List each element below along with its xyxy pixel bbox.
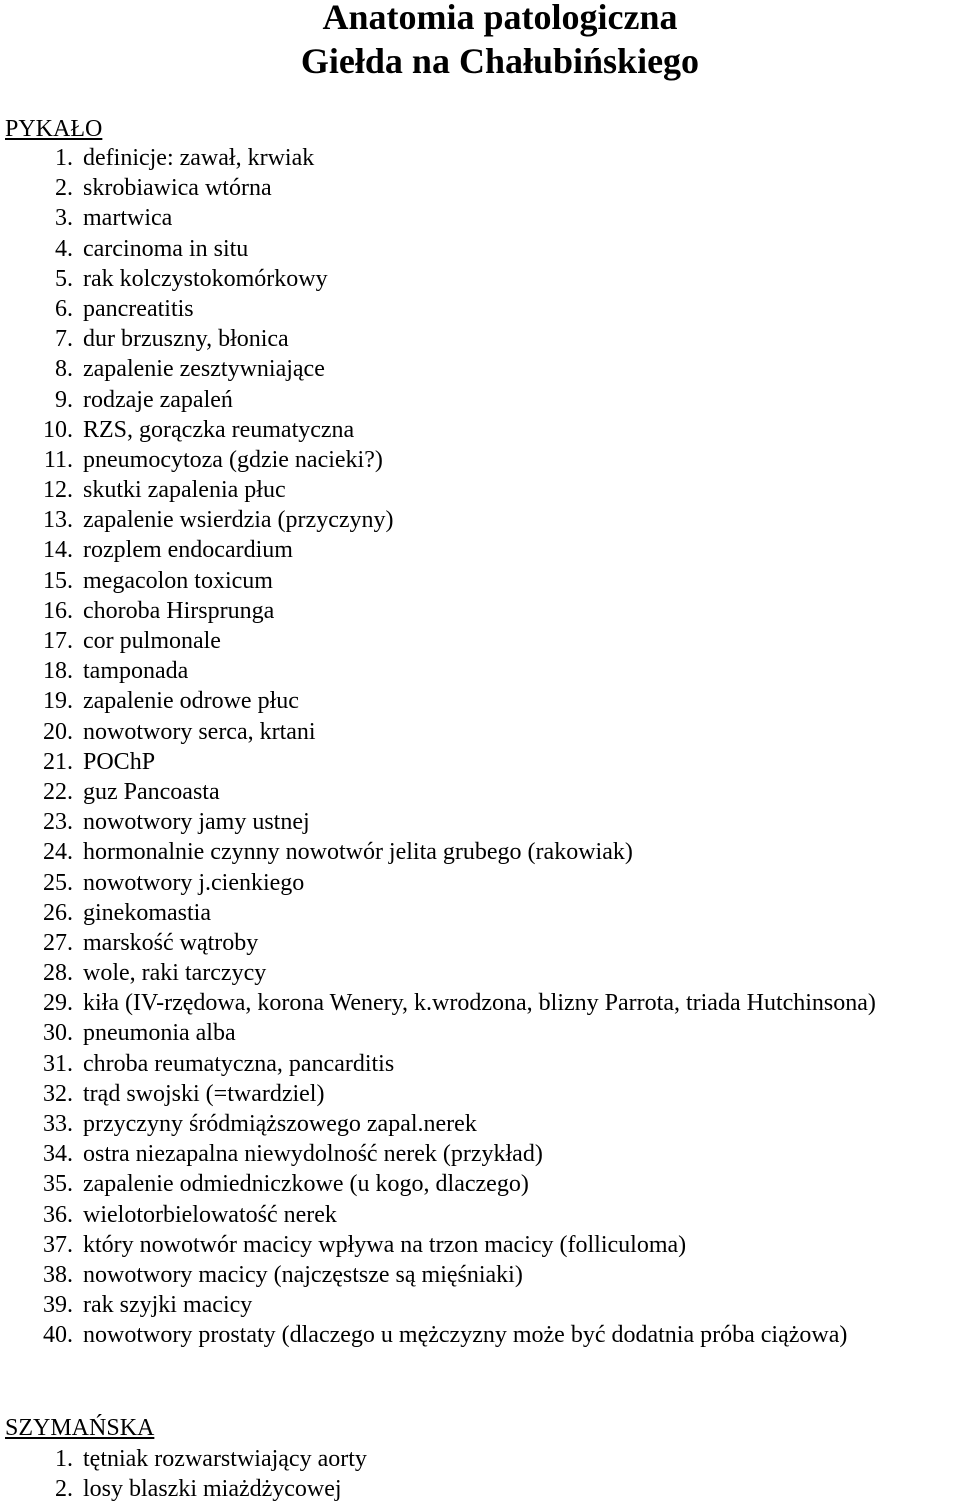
- item-text: rodzaje zapaleń: [83, 386, 233, 413]
- item-text: zapalenie zesztywniające: [83, 356, 325, 383]
- item-text: wole, raki tarczycy: [83, 960, 267, 987]
- item-number: 24.: [43, 839, 73, 866]
- item-number: 27.: [43, 929, 73, 956]
- list-item: [0, 1169, 960, 1199]
- list-item: [0, 777, 960, 807]
- list-item: [0, 1200, 960, 1230]
- item-number: 2.: [55, 175, 73, 202]
- question-list-szymanska: [0, 1444, 960, 1504]
- item-text: ginekomastia: [83, 899, 211, 926]
- list-item: [0, 1109, 960, 1139]
- list-item: [0, 535, 960, 565]
- item-number: 14.: [43, 537, 73, 564]
- item-text: który nowotwór macicy wpływa na trzon macicy (folliculoma): [83, 1231, 687, 1258]
- item-number: 13.: [43, 507, 73, 534]
- item-number: 20.: [43, 718, 73, 745]
- item-number: 7.: [55, 326, 73, 353]
- item-text: nowotwory jamy ustnej: [83, 809, 310, 836]
- item-number: 40.: [43, 1322, 73, 1349]
- item-number: 19.: [43, 688, 73, 715]
- list-item: [0, 566, 960, 596]
- item-number: 32.: [43, 1080, 73, 1107]
- item-number: 35.: [43, 1171, 73, 1198]
- list-item: [0, 1260, 960, 1290]
- list-item: [0, 505, 960, 535]
- list-item: [0, 324, 960, 354]
- item-number: 8.: [55, 356, 73, 383]
- item-text: nowotwory serca, krtani: [83, 718, 316, 745]
- item-text: dur brzuszny, błonica: [83, 326, 289, 353]
- list-item: [0, 1444, 960, 1474]
- item-text: wielotorbielowatość nerek: [83, 1201, 337, 1228]
- item-number: 15.: [43, 567, 73, 594]
- item-number: 1.: [55, 145, 73, 171]
- item-text: zapalenie odrowe płuc: [83, 688, 299, 715]
- item-text: nowotwory macicy (najczęstsze są mięśniaki): [83, 1261, 523, 1288]
- list-item: [0, 1139, 960, 1169]
- list-item: [0, 1079, 960, 1109]
- list-item: [0, 686, 960, 716]
- item-text: skrobiawica wtórna: [83, 175, 272, 202]
- item-number: 1.: [55, 1446, 73, 1472]
- list-item: [0, 234, 960, 264]
- item-number: 25.: [43, 869, 73, 896]
- item-number: 9.: [55, 386, 73, 413]
- list-item: [0, 1230, 960, 1260]
- item-text: nowotwory j.cienkiego: [83, 869, 305, 896]
- item-text: przyczyny śródmiąższowego zapal.nerek: [83, 1111, 477, 1137]
- list-item: [0, 868, 960, 898]
- item-number: 5.: [55, 265, 73, 292]
- item-text: tętniak rozwarstwiający aorty: [83, 1446, 367, 1472]
- list-item: [0, 173, 960, 203]
- list-item: [0, 354, 960, 384]
- document-title: Anatomia patologiczna: [322, 0, 678, 37]
- list-item: [0, 717, 960, 747]
- list-item: [0, 294, 960, 324]
- item-number: 16.: [43, 597, 73, 624]
- item-number: 10.: [43, 416, 73, 443]
- document-subtitle: Giełda na Chałubińskiego: [300, 41, 700, 81]
- item-number: 34.: [43, 1141, 73, 1168]
- item-text: tamponada: [83, 658, 189, 685]
- item-text: ostra niezapalna niewydolność nerek (przykład): [83, 1141, 543, 1168]
- item-text: definicje: zawał, krwiak: [83, 145, 315, 171]
- list-item: [0, 958, 960, 988]
- list-item: [0, 203, 960, 233]
- list-item: [0, 415, 960, 445]
- item-text: marskość wątroby: [83, 929, 259, 956]
- list-item: [0, 264, 960, 294]
- item-number: 39.: [43, 1292, 73, 1319]
- item-number: 33.: [43, 1111, 73, 1137]
- list-item: [0, 807, 960, 837]
- item-text: trąd swojski (=twardziel): [83, 1080, 325, 1107]
- item-number: 22.: [43, 778, 73, 805]
- list-item: [0, 596, 960, 626]
- item-number: 3.: [55, 205, 73, 232]
- item-text: pneumocytoza (gdzie nacieki?): [83, 446, 383, 473]
- list-item: [0, 1018, 960, 1048]
- list-item: [0, 1320, 960, 1350]
- list-item: [0, 928, 960, 958]
- item-number: 2.: [55, 1476, 73, 1503]
- list-item: [0, 143, 960, 173]
- list-item: [0, 747, 960, 777]
- list-item: [0, 988, 960, 1018]
- item-text: zapalenie odmiedniczkowe (u kogo, dlaczego): [83, 1171, 529, 1198]
- list-item: [0, 1474, 960, 1504]
- item-number: 18.: [43, 658, 73, 685]
- item-text: rak szyjki macicy: [83, 1292, 253, 1319]
- item-number: 30.: [43, 1020, 73, 1047]
- list-item: [0, 1049, 960, 1079]
- item-text: guz Pancoasta: [83, 778, 220, 805]
- item-text: choroba Hirsprunga: [83, 597, 275, 624]
- item-number: 38.: [43, 1261, 73, 1288]
- list-item: [0, 445, 960, 475]
- item-text: zapalenie wsierdzia (przyczyny): [83, 507, 394, 534]
- item-text: rozplem endocardium: [83, 537, 293, 564]
- item-number: 6.: [55, 295, 73, 322]
- list-item: [0, 475, 960, 505]
- item-text: RZS, gorączka reumatyczna: [83, 416, 355, 443]
- item-number: 17.: [43, 628, 73, 654]
- item-number: 37.: [43, 1231, 73, 1258]
- item-text: hormonalnie czynny nowotwór jelita grubego (rakowiak): [83, 839, 633, 866]
- list-item: [0, 626, 960, 656]
- item-text: skutki zapalenia płuc: [83, 477, 286, 504]
- item-text: nowotwory prostaty (dlaczego u mężczyzny może być dodatnia próba ciążowa): [83, 1322, 848, 1349]
- item-number: 29.: [43, 990, 73, 1017]
- item-text: cor pulmonale: [83, 628, 221, 654]
- item-text: chroba reumatyczna, pancarditis: [83, 1050, 395, 1077]
- item-number: 26.: [43, 899, 73, 926]
- item-text: kiła (IV-rzędowa, korona Wenery, k.wrodzona, blizny Parrota, triada Hutchinsona): [83, 990, 876, 1017]
- list-item: [0, 656, 960, 686]
- item-number: 36.: [43, 1201, 73, 1228]
- item-text: losy blaszki miażdżycowej: [83, 1476, 342, 1503]
- item-text: rak kolczystokomórkowy: [83, 265, 328, 292]
- list-item: [0, 1290, 960, 1320]
- item-text: pancreatitis: [83, 295, 194, 322]
- list-item: [0, 898, 960, 928]
- item-number: 4.: [55, 235, 73, 262]
- item-text: martwica: [83, 205, 173, 232]
- section-heading-pykalo: PYKAŁO: [5, 116, 103, 142]
- item-number: 28.: [43, 960, 73, 987]
- question-list-pykalo: [0, 143, 960, 1351]
- item-number: 11.: [43, 446, 73, 473]
- item-number: 21.: [43, 748, 73, 775]
- item-number: 23.: [43, 809, 73, 836]
- list-item: [0, 385, 960, 415]
- item-text: pneumonia alba: [83, 1020, 236, 1047]
- item-number: 31.: [43, 1050, 73, 1077]
- list-item: [0, 837, 960, 867]
- section-heading-szymanska: SZYMAŃSKA: [5, 1415, 155, 1441]
- item-number: 12.: [43, 477, 73, 504]
- item-text: carcinoma in situ: [83, 235, 249, 262]
- item-text: megacolon toxicum: [83, 567, 273, 594]
- item-text: POChP: [83, 748, 156, 775]
